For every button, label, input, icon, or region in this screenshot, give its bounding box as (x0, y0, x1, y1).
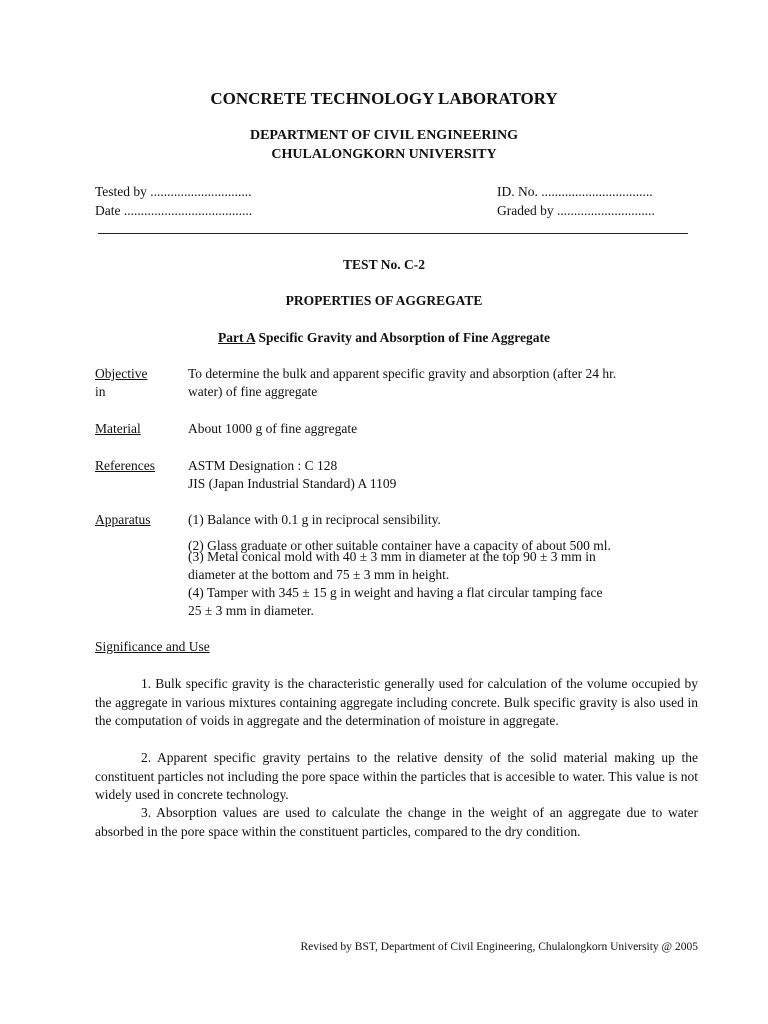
material-text: About 1000 g of fine aggregate (188, 421, 358, 436)
footer-revision-note: Revised by BST, Department of Civil Engineering, Chulalongkorn University @ 2005 (300, 941, 698, 953)
tested-by-field: Tested by .............................. (95, 184, 252, 199)
apparatus-item-3-line1: (3) Metal conical mold with 40 ± 3 mm in diameter at the top 90 ± 3 mm in (188, 549, 596, 564)
part-label: Part A (218, 330, 256, 345)
test-title: PROPERTIES OF AGGREGATE (285, 293, 483, 308)
department-name: DEPARTMENT OF CIVIL ENGINEERING (249, 128, 518, 143)
objective-text-line1: To determine the bulk and apparent specific gravity and absorption (after 24 hr. (188, 366, 617, 381)
reference-astm: ASTM Designation : C 128 (188, 458, 338, 473)
material-label: Material (95, 421, 141, 436)
objective-label-continued: in (95, 384, 106, 399)
objective-label: Objective (95, 366, 148, 381)
header-divider (98, 233, 688, 234)
university-name: CHULALONGKORN UNIVERSITY (271, 147, 497, 162)
references-label: References (95, 458, 155, 473)
document-title: CONCRETE TECHNOLOGY LABORATORY (210, 89, 558, 108)
part-title: Specific Gravity and Absorption of Fine Aggregate (255, 330, 550, 345)
significance-heading: Significance and Use (95, 639, 210, 654)
apparatus-label: Apparatus (95, 512, 151, 527)
apparatus-item-4-line2: 25 ± 3 mm in diameter. (188, 603, 314, 618)
apparatus-item-2: (2) Glass graduate or other suitable container have a capacity of about 500 ml. (188, 538, 611, 553)
significance-paragraph-2: 2. Apparent specific gravity pertains to the relative density of the solid material making up the constituent particles not including the pore space within the particles that is accesible to water. This value is not widely used in concrete technology. (95, 750, 698, 802)
significance-paragraph-1: 1. Bulk specific gravity is the characteristic generally used for calculation of the volume occupied by the aggregate in various mixtures containing aggregate including concrete. Bulk specific gravity is also used in the computation of voids in aggregate and the determination of moisture in aggregate. (95, 676, 698, 728)
reference-jis: JIS (Japan Industrial Standard) A 1109 (188, 476, 397, 491)
date-field: Date ...................................... (95, 203, 253, 218)
id-no-field: ID. No. ................................. (497, 184, 653, 199)
significance-paragraph-3: 3. Absorption values are used to calculate the change in the weight of an aggregate due to water absorbed in the pore space within the constituent particles, compared to the dry condition. (95, 805, 698, 839)
apparatus-item-3-line2: diameter at the bottom and 75 ± 3 mm in height. (188, 567, 450, 582)
graded-by-field: Graded by ............................. (497, 203, 655, 218)
test-number: TEST No. C-2 (343, 257, 425, 272)
apparatus-item-4-line1: (4) Tamper with 345 ± 15 g in weight and having a flat circular tamping face (188, 585, 603, 600)
apparatus-item-1: (1) Balance with 0.1 g in reciprocal sensibility. (188, 512, 441, 527)
part-heading (0, 330, 768, 346)
objective-text-line2: water) of fine aggregate (188, 384, 318, 399)
